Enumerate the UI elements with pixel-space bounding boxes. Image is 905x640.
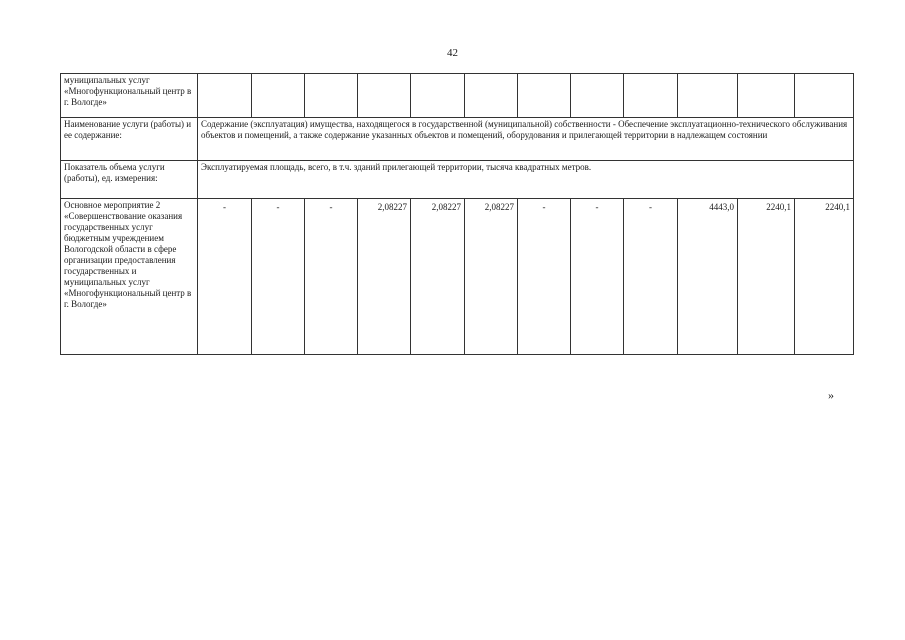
table-cell xyxy=(571,74,624,118)
table-cell xyxy=(411,74,465,118)
table-cell xyxy=(678,74,738,118)
table-cell xyxy=(795,74,854,118)
volume-description: Эксплуатируемая площадь, всего, в т.ч. зданий прилегающей территории, тысяча квадратных метров. xyxy=(198,161,854,199)
table-cell xyxy=(358,74,411,118)
table-cell: 4443,0 xyxy=(678,199,738,355)
table-row-service-name xyxy=(61,118,854,161)
table-cell: - xyxy=(198,199,252,355)
program-table xyxy=(60,73,854,355)
row-label: Основное мероприятие 2 «Совершенствование оказания государственных услуг бюджетным учреждением Вологодской области в сфере организации предоставления государственных и муниципальных услуг «Многофункциональный центр в г. Вологде» xyxy=(61,199,198,355)
row-label: Показатель объема услуги (работы), ед. измерения: xyxy=(61,161,198,199)
table-cell xyxy=(305,74,358,118)
table-cell xyxy=(738,74,795,118)
table-cell: - xyxy=(305,199,358,355)
page-number: 42 xyxy=(447,47,458,59)
table-cell: 2,08227 xyxy=(465,199,518,355)
table-cell: 2,08227 xyxy=(411,199,465,355)
table-cell: 2,08227 xyxy=(358,199,411,355)
table-cell: - xyxy=(624,199,678,355)
closing-quote-mark: » xyxy=(828,388,834,402)
table-cell: - xyxy=(571,199,624,355)
table-cell: - xyxy=(252,199,305,355)
table-cell xyxy=(198,74,252,118)
table-cell: 2240,1 xyxy=(795,199,854,355)
table-cell: 2240,1 xyxy=(738,199,795,355)
table-row-main-activity xyxy=(61,199,854,355)
table-cell: - xyxy=(518,199,571,355)
service-description: Содержание (эксплуатация) имущества, находящегося в государственной (муниципальной) собственности - Обеспечение эксплуатационно-технического обслуживания объектов и помещений, а также содержание указанных объектов и помещений, оборудования и прилегающей территории в надлежащем состоянии xyxy=(198,118,854,161)
table-cell xyxy=(624,74,678,118)
table-cell xyxy=(252,74,305,118)
row-label: Наименование услуги (работы) и ее содержание: xyxy=(61,118,198,161)
table-cell xyxy=(465,74,518,118)
table-row-volume-indicator xyxy=(61,161,854,199)
table-cell xyxy=(518,74,571,118)
table-row-continuation xyxy=(61,74,854,118)
row-label: муниципальных услуг «Многофункциональный центр в г. Вологде» xyxy=(61,74,198,118)
